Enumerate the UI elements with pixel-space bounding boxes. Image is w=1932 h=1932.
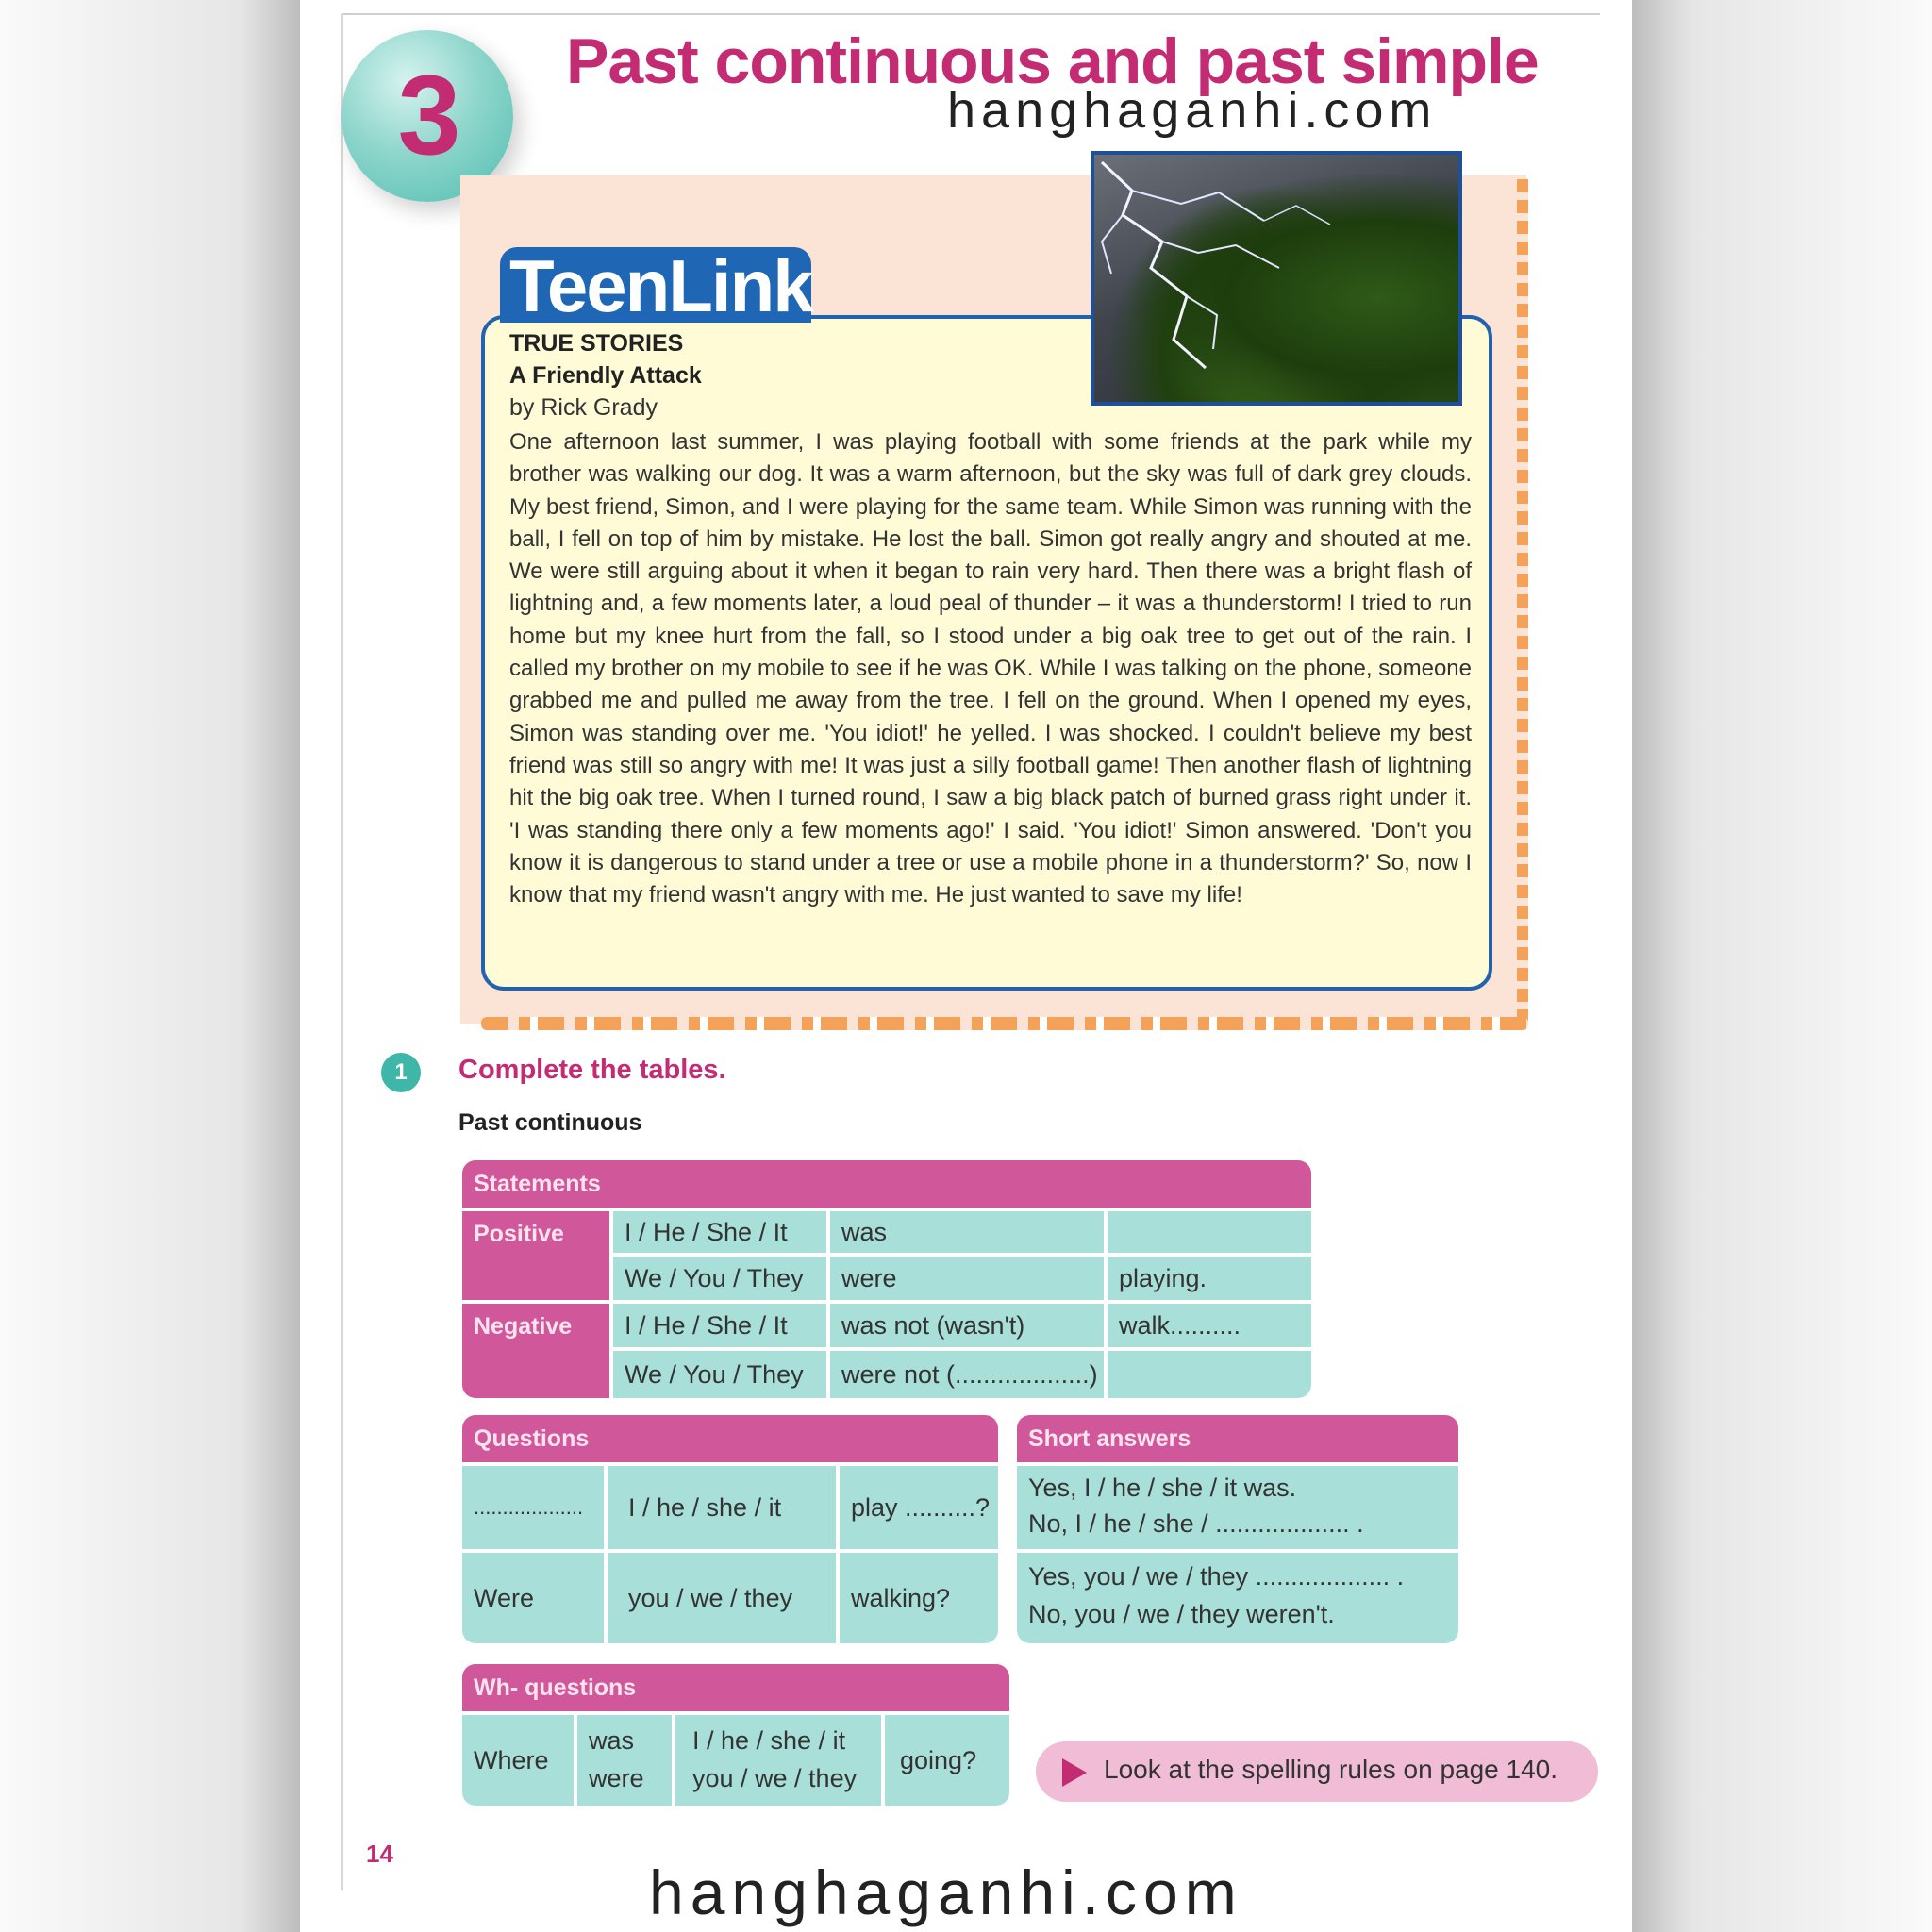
wh-subject-singular: I / he / she / it <box>692 1726 846 1755</box>
wh-verb: going? <box>885 1715 1009 1806</box>
statement-verb[interactable]: were not (...................) <box>830 1351 1104 1398</box>
wh-aux-were: were <box>589 1764 644 1792</box>
page-shadow-left <box>0 0 300 1932</box>
left-rule <box>341 13 343 1890</box>
statement-main-verb[interactable]: walk.......... <box>1108 1304 1311 1347</box>
wh-questions-header: Wh- questions <box>462 1664 1009 1711</box>
statement-subject: We / You / They <box>613 1257 826 1300</box>
exercise-subtitle: Past continuous <box>458 1109 642 1136</box>
wh-word: Where <box>462 1715 574 1806</box>
statement-verb: was <box>830 1211 1104 1253</box>
article-body: One afternoon last summer, I was playing football with some friends at the park while my brother was walking our dog. It was a warm afternoon, but the sky was full of dark grey clouds. My best friend, Simon, and I were playing for the same team. While Simon was running with the ball, I fell on top of him by mistake. He lost the ball. Simon got really angry and shouted at me. We were still arguing about it when it began to rain very hard. Then there was a bright flash of lightning and, a few moments later, a loud peal of thunder – it was a thunderstorm! I tried to run home but my knee hurt from the fall, so I stood under a big oak tree to get out of the rain. I called my brother on my mobile to see if he was OK. While I was talking on the phone, someone grabbed me and pulled me away from the tree. I fell on the ground. When I opened my eyes, Simon was standing over me. 'You idiot!' he yelled. I was shocked. I couldn't believe my best friend was still so angry with me! It was just a silly football game! Then another flash of lightning hit the big oak tree. When I turned round, I saw a big black patch of burned grass right under it. 'I was standing there only a few moments ago!' I said. 'You idiot!' Simon answered. 'Don't you know it is dangerous to stand under a tree or use a mobile phone in a thunderstorm?' So, now I know that my friend wasn't angry with me. He just wanted to save my life! <box>509 429 1472 908</box>
wh-subject-plural: you / we / they <box>692 1764 858 1792</box>
statement-main-verb <box>1108 1351 1311 1398</box>
statement-main-verb <box>1108 1211 1311 1253</box>
teenlink-logo: TeenLink <box>509 244 812 327</box>
top-rule <box>341 13 1600 15</box>
question-subject: I / he / she / it <box>608 1466 836 1549</box>
short-answer-no[interactable]: No, I / he / she / ................... . <box>1028 1509 1364 1538</box>
exercise-instruction: Complete the tables. <box>458 1055 726 1085</box>
watermark-bottom: hanghaganhi.com <box>649 1857 1243 1927</box>
page-shadow-right <box>1632 0 1932 1932</box>
short-answer-cell <box>1017 1466 1458 1549</box>
short-answers-header: Short answers <box>1017 1415 1458 1462</box>
torn-edge-bottom <box>481 1017 1528 1030</box>
page-number: 14 <box>366 1840 393 1868</box>
article-byline: by Rick Grady <box>509 394 658 421</box>
statement-subject: I / He / She / It <box>613 1211 826 1253</box>
unit-number: 3 <box>397 52 461 178</box>
spelling-tip-text: Look at the spelling rules on page 140. <box>1104 1755 1558 1784</box>
wh-aux-cell <box>577 1715 672 1806</box>
statements-header: Statements <box>462 1160 1311 1208</box>
question-aux[interactable]: ................... <box>462 1466 604 1549</box>
question-subject: you / we / they <box>608 1553 836 1643</box>
questions-header: Questions <box>462 1415 998 1462</box>
statement-main-verb: playing. <box>1108 1257 1311 1300</box>
statement-subject: I / He / She / It <box>613 1304 826 1347</box>
watermark-top: hanghaganhi.com <box>947 82 1438 139</box>
short-answer-cell <box>1017 1553 1458 1643</box>
unit-title: Past continuous and past simple <box>566 25 1539 97</box>
statement-verb: was not (wasn't) <box>830 1304 1104 1347</box>
article-kicker: TRUE STORIES <box>509 330 684 357</box>
question-verb[interactable]: play ..........? <box>840 1466 998 1549</box>
negative-label: Negative <box>462 1304 609 1398</box>
article-headline: A Friendly Attack <box>509 362 702 389</box>
question-aux: Were <box>462 1553 604 1643</box>
torn-edge-right <box>1517 179 1528 1024</box>
lightning-storm-photo <box>1091 151 1462 406</box>
short-answer-yes: Yes, I / he / she / it was. <box>1028 1474 1297 1502</box>
wh-aux-was: was <box>589 1726 635 1755</box>
positive-label: Positive <box>462 1211 609 1300</box>
statement-verb: were <box>830 1257 1104 1300</box>
play-arrow-icon <box>1062 1758 1087 1787</box>
short-answer-no: No, you / we / they weren't. <box>1028 1600 1335 1628</box>
short-answer-yes[interactable]: Yes, you / we / they ................... . <box>1028 1562 1405 1591</box>
exercise-number: 1 <box>381 1053 421 1092</box>
statement-subject: We / You / They <box>613 1351 826 1398</box>
wh-subject-cell <box>675 1715 881 1806</box>
question-verb: walking? <box>840 1553 998 1643</box>
